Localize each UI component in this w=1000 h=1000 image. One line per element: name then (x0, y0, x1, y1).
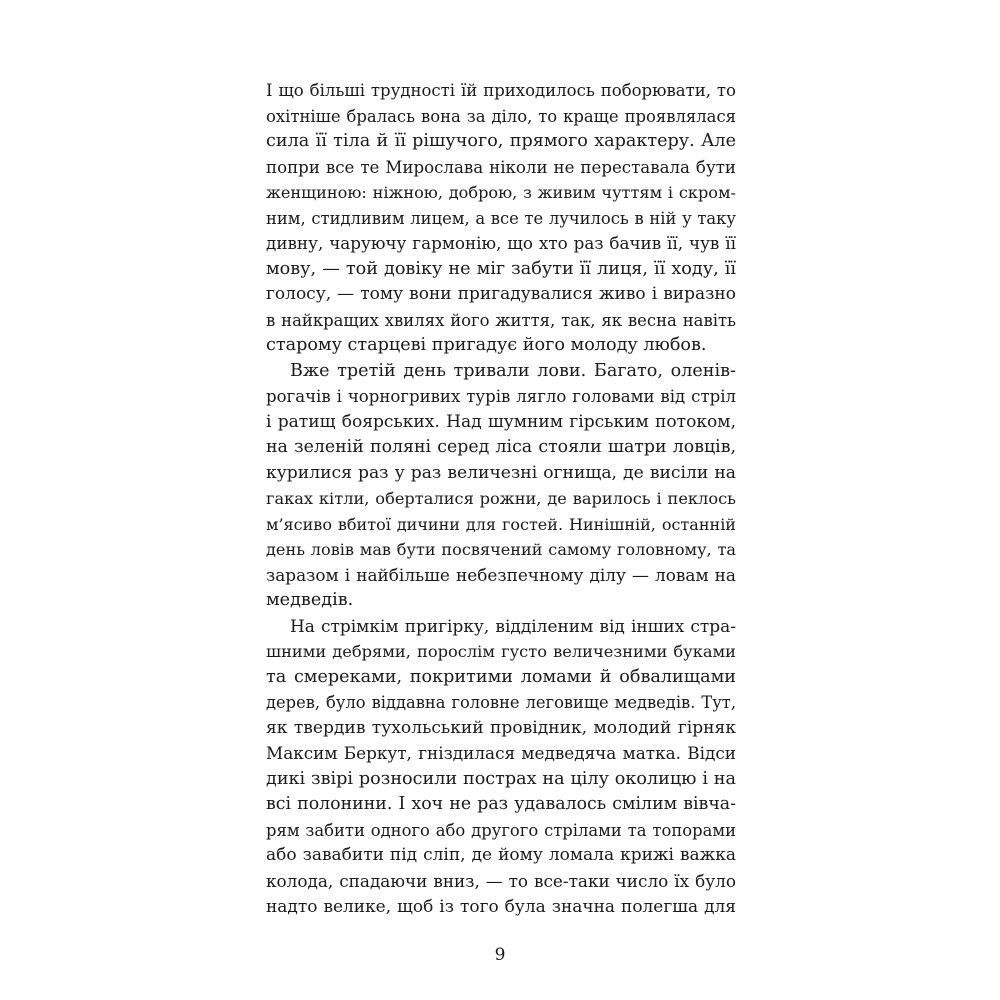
text-line: дерев, було віддавна головне леговище медведів. Тут, (266, 693, 736, 712)
text-line: або завабити під сліп, де йому ломала крижі важка (266, 845, 736, 865)
text-line: дивну, чаруючу гармонію, що хто раз бачив її, чув її (266, 233, 736, 253)
text-line: гаках кітли, оберталися рожни, де варилось і пеклось (266, 489, 736, 508)
text-line: рогачів і чорногривих турів лягло головами від стріл (266, 387, 736, 406)
text-line: всі полонини. І хоч не раз удавалось смілим вівча- (266, 794, 736, 814)
page-number: 9 (494, 945, 506, 965)
text-line: женщиною: ніжною, доброю, з живим чуттям і скром- (266, 183, 736, 202)
text-line: попри все те Мирослава ніколи не переставала бути (266, 157, 736, 177)
text-line: Максим Беркут, гніздилася медведяча матка. Відси (266, 743, 736, 763)
text-line: сила її тіла й її рішучого, прямого характеру. Але (266, 131, 736, 151)
text-line: старому старцеві пригадує його молоду любов. (266, 335, 707, 355)
text-line: шними дебрями, порослім густо величезними буками (266, 642, 736, 661)
text-line: колода, спадаючи вниз, — то все-таки число їх було (266, 870, 736, 891)
text-line: і ратищ боярських. Над шумним гірським потоком, (266, 411, 736, 432)
text-line: рям забити одного або другого стрілами та топорами (266, 820, 736, 840)
text-line: заразом і найбільше небезпечному ділу — ловам на (266, 564, 736, 585)
text-line: м’ясиво вбитої дичини для гостей. Нинішній, останній (266, 514, 736, 534)
body-text (266, 78, 736, 920)
text-line: дикі звірі розносили пострах на цілу околицю і на (266, 768, 736, 789)
text-line: та смереками, покритими ломами й обвалищами (266, 666, 736, 687)
text-line: голосу, — тому вони пригадувалися живо і виразно (266, 284, 736, 304)
text-line: день ловів мав бути посвячений самому головному, та (266, 540, 736, 559)
text-line: охітніше бралась вона за діло, то краще проявлялася (266, 106, 736, 126)
text-line: мову, — той довіку не міг забути її лиця, її ходу, її (266, 258, 736, 279)
text-line: курилися раз у раз величезні огнища, де висіли на (266, 462, 736, 483)
text-line: в найкращих хвилях його життя, так, як весна навіть (266, 310, 736, 330)
text-line: Вже третій день тривали лови. Багато, оленів- (290, 360, 736, 381)
text-line: медведів. (266, 590, 354, 610)
text-line: як твердив тухольський провідник, молодий гірняк (266, 717, 736, 738)
text-line: I що більші трудності їй приходилось поборювати, то (266, 81, 736, 100)
text-line: ним, стидливим лицем, а все те лучилось в ній у таку (266, 208, 736, 228)
text-line: на зеленій поляні серед ліса стояли шатри ловців, (266, 437, 736, 457)
text-line: На стрімкім пригірку, відділеним від інших стра- (290, 615, 736, 636)
text-line: надто велике, щоб із того була значна полегша для (266, 896, 736, 916)
